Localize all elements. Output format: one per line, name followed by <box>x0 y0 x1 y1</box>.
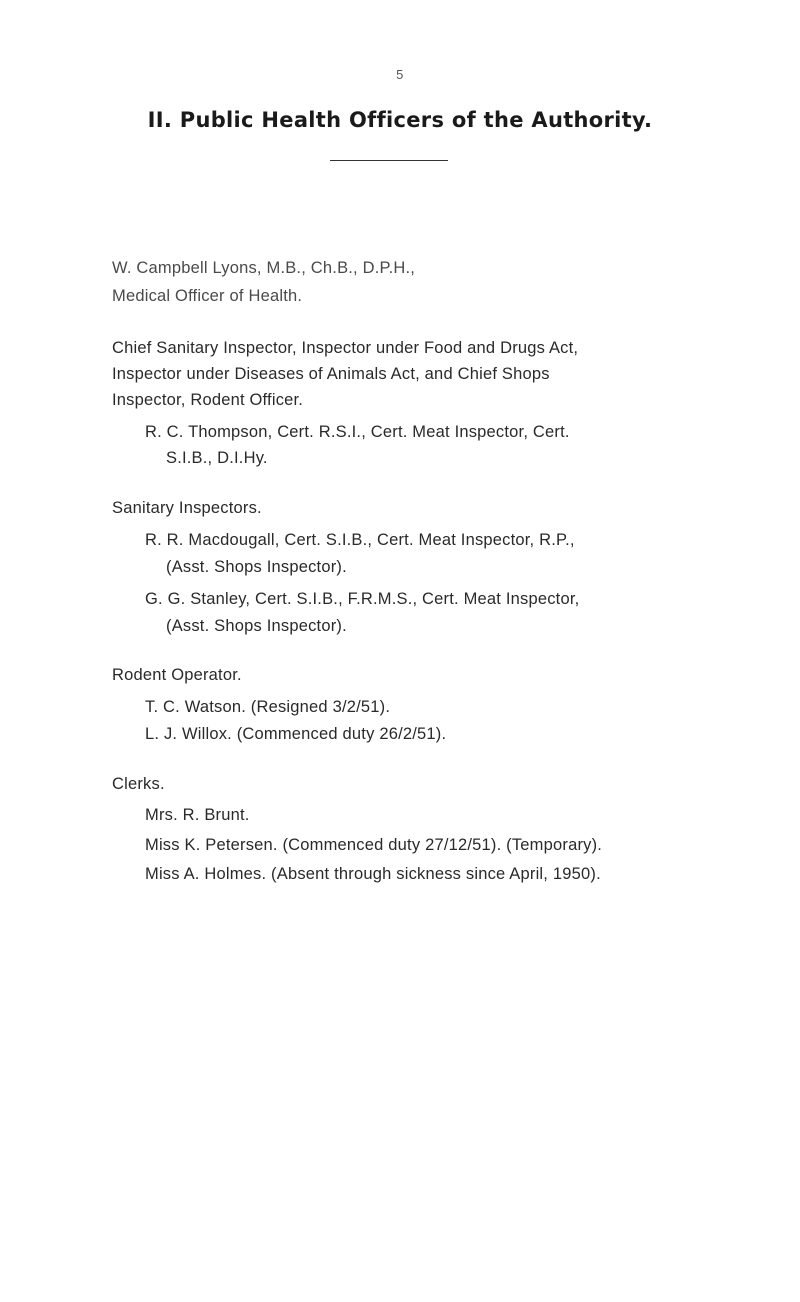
rodent-heading: Rodent Operator. <box>112 666 242 684</box>
clerk-2: Miss K. Petersen. (Commenced duty 27/12/51). (Temporary). <box>145 836 603 854</box>
chief-person-line2: S.I.B., D.I.Hy. <box>166 449 268 467</box>
moh-name: W. Campbell Lyons, M.B., Ch.B., D.P.H., <box>112 259 416 277</box>
page-title: II. Public Health Officers of the Authority. <box>147 108 653 132</box>
chief-person-line1: R. C. Thompson, Cert. R.S.I., Cert. Meat Inspector, Cert. <box>145 423 570 441</box>
clerk-1: Mrs. R. Brunt. <box>145 806 250 824</box>
moh-role: Medical Officer of Health. <box>112 287 303 305</box>
title-divider <box>330 160 448 161</box>
sanitary-person2-line2: (Asst. Shops Inspector). <box>166 617 347 635</box>
sanitary-heading: Sanitary Inspectors. <box>112 499 262 517</box>
chief-heading-line1: Chief Sanitary Inspector, Inspector under Food and Drugs Act, <box>112 339 579 357</box>
rodent-person1: T. C. Watson. (Resigned 3/2/51). <box>145 698 391 716</box>
chief-heading-line3: Inspector, Rodent Officer. <box>112 391 304 409</box>
sanitary-person1-line1: R. R. Macdougall, Cert. S.I.B., Cert. Meat Inspector, R.P., <box>145 531 575 549</box>
page-number: 5 <box>396 67 404 82</box>
sanitary-person1-line2: (Asst. Shops Inspector). <box>166 558 347 576</box>
clerk-3: Miss A. Holmes. (Absent through sickness since April, 1950). <box>145 865 601 883</box>
clerks-heading: Clerks. <box>112 775 165 793</box>
rodent-person2: L. J. Willox. (Commenced duty 26/2/51). <box>145 725 447 743</box>
chief-heading-line2: Inspector under Diseases of Animals Act, and Chief Shops <box>112 365 550 383</box>
sanitary-person2-line1: G. G. Stanley, Cert. S.I.B., F.R.M.S., Cert. Meat Inspector, <box>145 590 580 608</box>
